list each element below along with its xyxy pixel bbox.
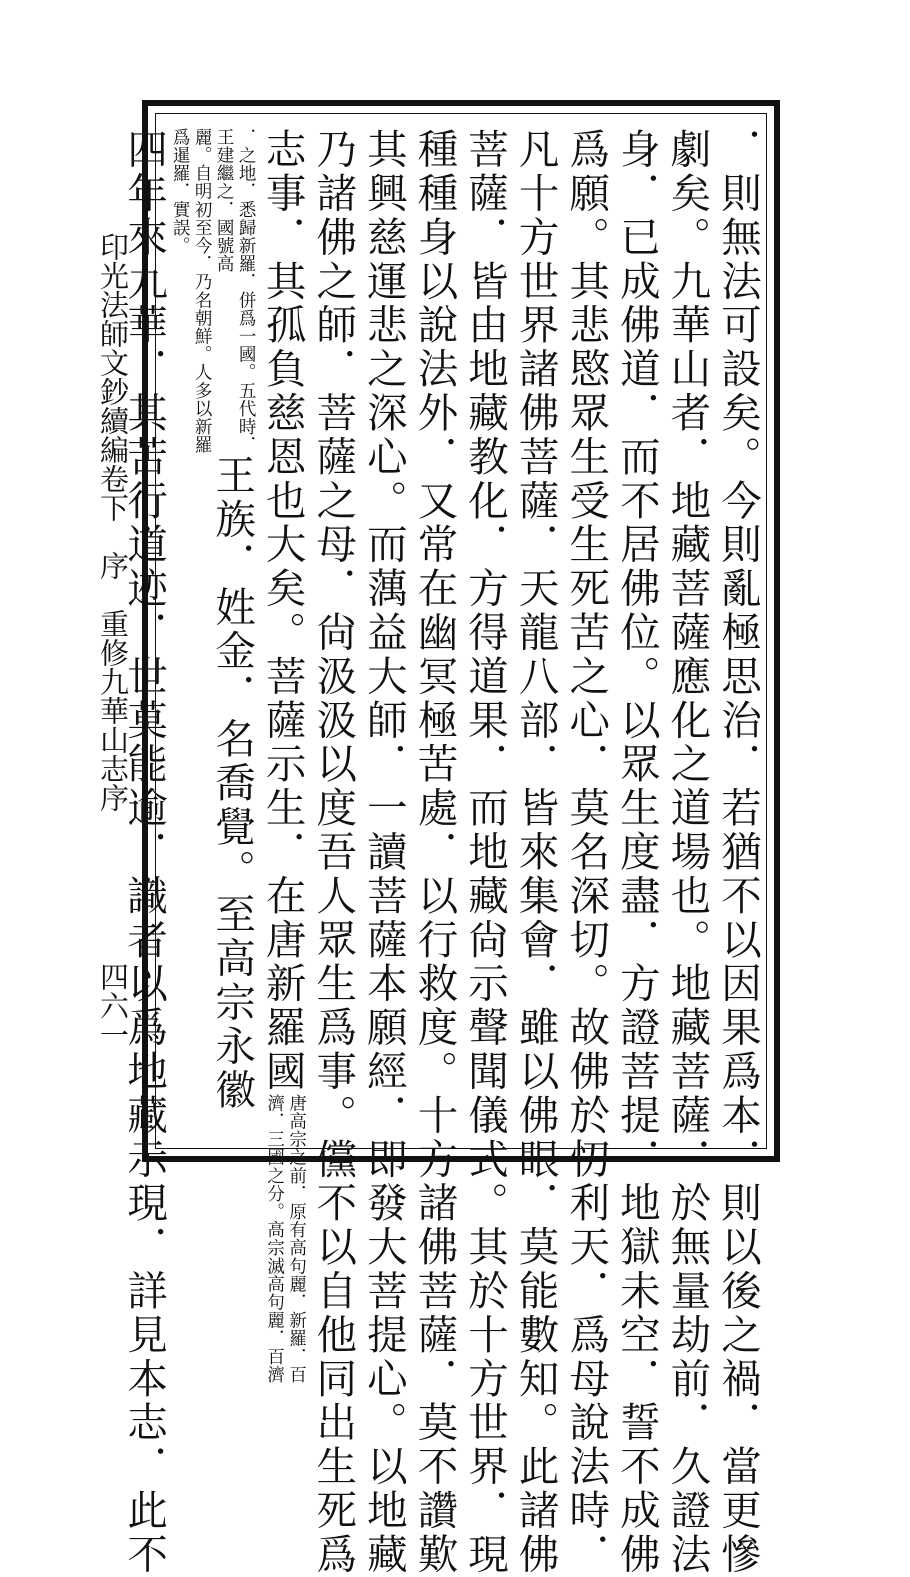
note-line: 濟．三國之分。高宗滅高句麗．百濟 xyxy=(264,1093,285,1384)
text-column xyxy=(662,128,713,1577)
note-line: 唐高宗之前．原有高句麗．新羅．百 xyxy=(286,1093,307,1384)
note-line: 麗。自明初至今．乃名朝鮮。人多以新羅爲暹羅．實誤。 xyxy=(170,128,213,454)
column-text: 身．已成佛道．而不居佛位。以眾生度盡．方證菩提．地獄未空．誓不成佛 xyxy=(612,128,661,1577)
text-column xyxy=(459,128,510,1577)
page-number: 四六一 xyxy=(96,962,130,1049)
column-text: 種種身以說法外．又常在幽冥極苦處．以行救度。十方諸佛菩薩．莫不讚歎 xyxy=(410,128,459,1577)
column-text: 乃諸佛之師．菩薩之母．尙汲汲以度吾人眾生爲事。儻不以自他同出生死爲 xyxy=(309,128,358,1577)
column-text: 四年來九華．其苦行道迹．世莫能逾．識者以爲地藏示現．詳見本志．此不 xyxy=(120,128,169,1577)
text-column xyxy=(169,128,257,1136)
text-column xyxy=(257,128,308,1384)
column-text: 王族．姓金．名喬覺。至高宗永徽 xyxy=(208,454,257,1113)
column-text: ．則無法可設矣。今則亂極思治．若猶不以因果爲本．則以後之禍．當更慘 xyxy=(714,128,762,1577)
column-text: 志事．其孤負慈恩也大矣。菩薩示生．在唐新羅國 xyxy=(258,128,307,1094)
column-text: 劇矣。九華山者．地藏菩薩應化之道場也。地藏菩薩．於無量劫前．久證法 xyxy=(663,128,712,1577)
column-text: 爲願。其悲愍眾生受生死苦之心．莫名深切。故佛於忉利天．爲母說法時． xyxy=(562,128,611,1577)
text-column xyxy=(308,128,359,1577)
text-column xyxy=(561,128,612,1577)
interlinear-note xyxy=(264,1094,308,1420)
running-head: 印光法師文鈔續編卷下 序 重修九華山志序 xyxy=(96,232,130,812)
note-line: ．之地．悉歸新羅．併爲一國。五代時．王建繼之．國號高 xyxy=(214,128,257,454)
body-text xyxy=(120,128,763,1577)
text-column xyxy=(118,128,169,1577)
column-text: 菩薩．皆由地藏教化．方得道果．而地藏尙示聲聞儀式。其於十方世界．現 xyxy=(461,128,510,1577)
column-text: 其興慈運悲之深心。而蕅益大師．一讀菩薩本願經．即發大菩提心。以地藏 xyxy=(359,128,408,1577)
interlinear-note xyxy=(169,128,257,454)
text-column xyxy=(712,128,763,1577)
text-column xyxy=(510,128,561,1577)
column-text: 凡十方世界諸佛菩薩．天龍八部．皆來集會．雖以佛眼．莫能數知。此諸佛 xyxy=(511,128,560,1577)
text-column xyxy=(409,128,460,1577)
text-column xyxy=(611,128,662,1577)
text-column xyxy=(358,128,409,1577)
